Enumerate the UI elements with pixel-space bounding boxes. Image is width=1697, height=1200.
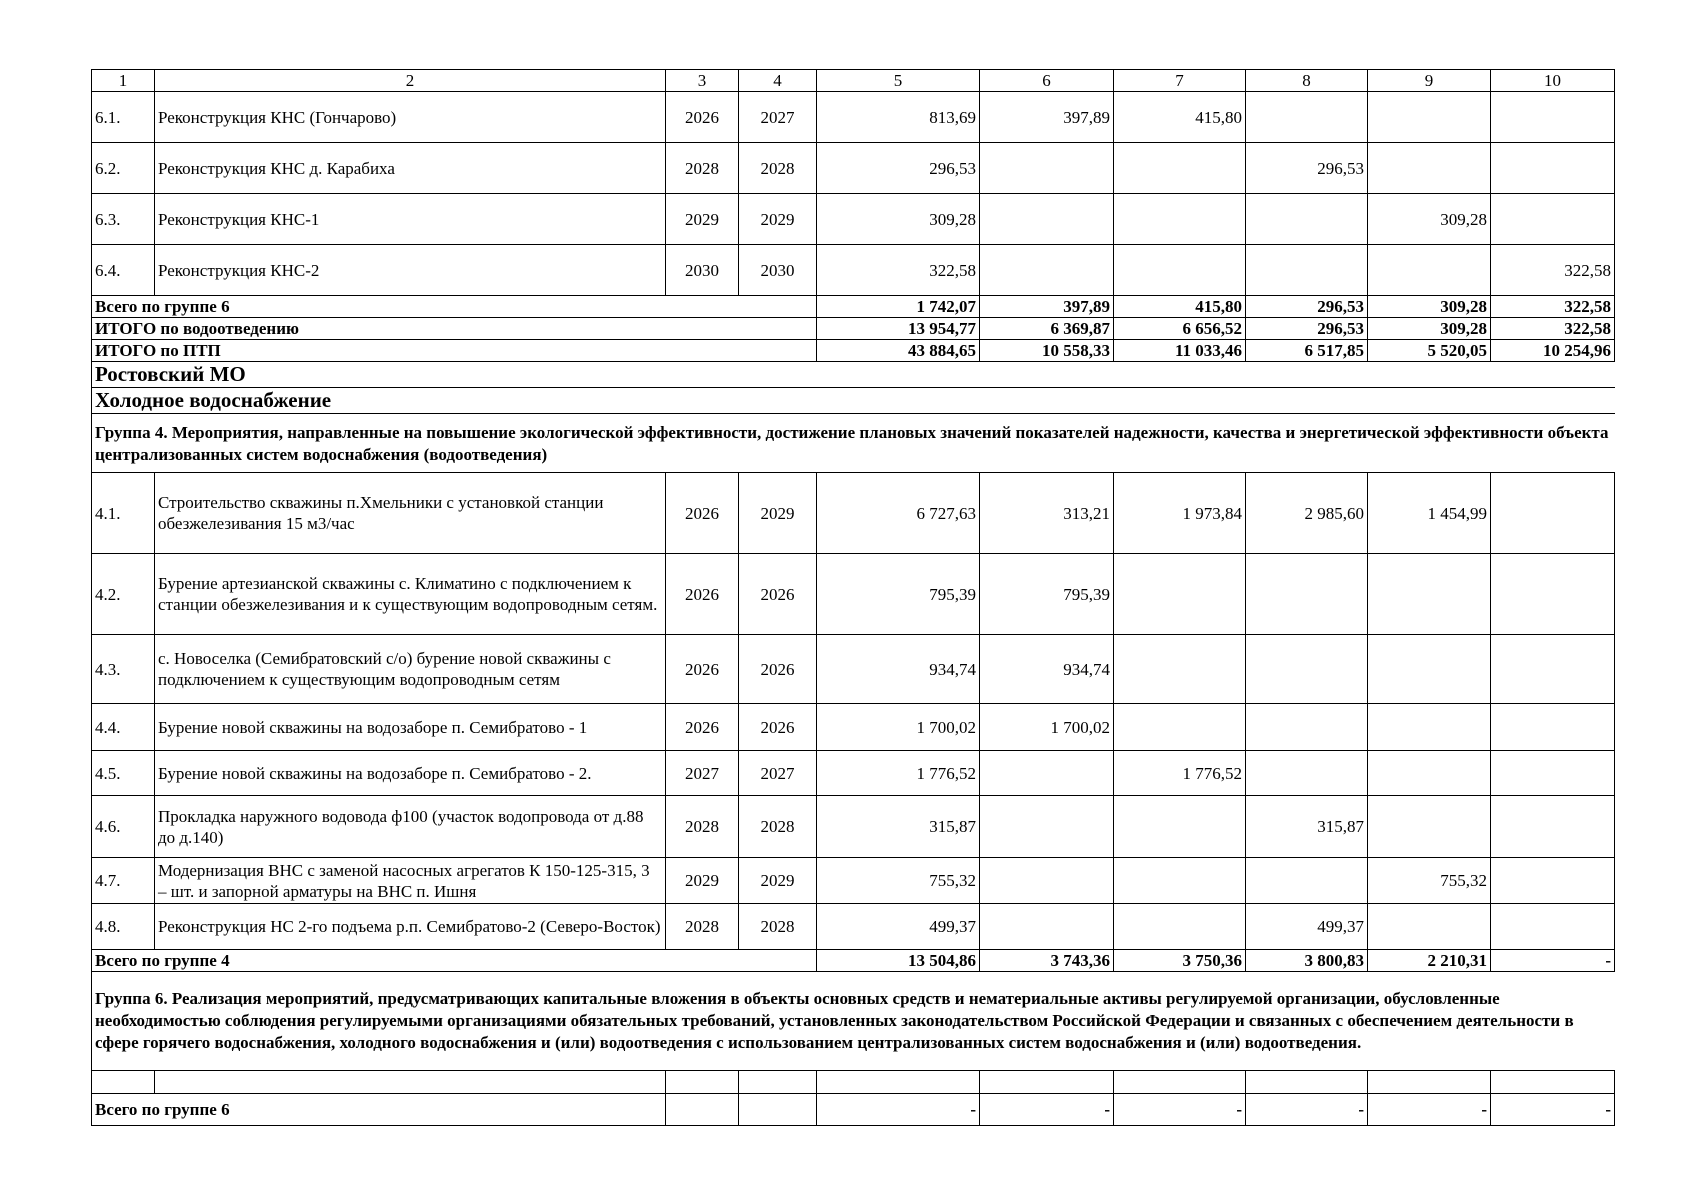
item-2028 (1246, 704, 1368, 751)
empty-cell (1368, 1071, 1491, 1094)
item-total: 1 776,52 (817, 751, 980, 796)
total-2028: - (1246, 1094, 1368, 1126)
item-2027 (1114, 704, 1246, 751)
total-row (92, 318, 1615, 340)
table-row (92, 473, 1615, 554)
total-label: Всего по группе 6 (92, 1094, 666, 1126)
empty-cell (1491, 1071, 1615, 1094)
total-2027: 6 656,52 (1114, 318, 1246, 340)
item-2030 (1491, 194, 1615, 245)
total-2028: 296,53 (1246, 318, 1368, 340)
table-row (92, 704, 1615, 751)
item-2028: 499,37 (1246, 904, 1368, 950)
total-row (92, 950, 1615, 972)
item-2027: 415,80 (1114, 92, 1246, 143)
item-2029 (1368, 245, 1491, 296)
item-2027 (1114, 143, 1246, 194)
group-title: Группа 4. Мероприятия, направленные на повышение экологической эффективности, достижение плановых значений показателей надежности, качества и энергетической эффективности объекта централизованных систем водоснабжения (водоотведения) (92, 414, 1615, 473)
item-2030 (1491, 473, 1615, 554)
item-2030 (1491, 635, 1615, 704)
item-name: Бурение новой скважины на водозаборе п. Семибратово - 1 (155, 704, 666, 751)
total-2026: 3 743,36 (980, 950, 1114, 972)
column-number: 2 (155, 70, 666, 92)
total-2026: 6 369,87 (980, 318, 1114, 340)
item-2026 (980, 245, 1114, 296)
table-row (92, 143, 1615, 194)
item-number: 4.2. (92, 554, 155, 635)
item-2027 (1114, 796, 1246, 858)
empty-cell (739, 1071, 817, 1094)
table-row (92, 796, 1615, 858)
total-2029: 5 520,05 (1368, 340, 1491, 362)
item-2029 (1368, 904, 1491, 950)
column-number: 4 (739, 70, 817, 92)
total-2026: 397,89 (980, 296, 1114, 318)
item-end-year: 2028 (739, 143, 817, 194)
total-label: ИТОГО по ПТП (92, 340, 817, 362)
item-total: 315,87 (817, 796, 980, 858)
item-2030 (1491, 704, 1615, 751)
item-total: 1 700,02 (817, 704, 980, 751)
item-2028 (1246, 194, 1368, 245)
empty-row (92, 1071, 1615, 1094)
item-start-year: 2026 (666, 473, 739, 554)
total-label: ИТОГО по водоотведению (92, 318, 817, 340)
item-2027 (1114, 904, 1246, 950)
item-start-year: 2028 (666, 143, 739, 194)
item-end-year: 2029 (739, 858, 817, 904)
item-2026 (980, 143, 1114, 194)
total-label: Всего по группе 6 (92, 296, 817, 318)
item-end-year: 2026 (739, 704, 817, 751)
item-number: 4.1. (92, 473, 155, 554)
empty-cell (666, 1071, 739, 1094)
item-number: 4.8. (92, 904, 155, 950)
item-end-year: 2026 (739, 635, 817, 704)
item-2028: 296,53 (1246, 143, 1368, 194)
item-number: 4.7. (92, 858, 155, 904)
item-2030 (1491, 858, 1615, 904)
total-value: 13 504,86 (817, 950, 980, 972)
table-row (92, 751, 1615, 796)
item-number: 4.3. (92, 635, 155, 704)
empty-cell (1114, 1071, 1246, 1094)
item-2026 (980, 796, 1114, 858)
item-2026 (980, 904, 1114, 950)
item-name: Прокладка наружного водовода ф100 (участок водопровода от д.88 до д.140) (155, 796, 666, 858)
table-row (92, 554, 1615, 635)
total-2030: - (1491, 1094, 1615, 1126)
item-start-year: 2029 (666, 858, 739, 904)
item-2026: 795,39 (980, 554, 1114, 635)
column-number: 7 (1114, 70, 1246, 92)
group-heading-row (92, 414, 1615, 473)
column-number: 9 (1368, 70, 1491, 92)
item-2030 (1491, 554, 1615, 635)
item-start-year: 2029 (666, 194, 739, 245)
item-2028: 2 985,60 (1246, 473, 1368, 554)
total-2028: 3 800,83 (1246, 950, 1368, 972)
total-2027: 3 750,36 (1114, 950, 1246, 972)
item-2029: 1 454,99 (1368, 473, 1491, 554)
item-2029 (1368, 796, 1491, 858)
item-2026: 934,74 (980, 635, 1114, 704)
item-total: 813,69 (817, 92, 980, 143)
section-title: Ростовский МО (92, 362, 1615, 388)
item-end-year: 2029 (739, 194, 817, 245)
item-2030 (1491, 143, 1615, 194)
empty-cell (980, 1071, 1114, 1094)
empty-cell (92, 1071, 155, 1094)
item-name: Реконструкция КНС-2 (155, 245, 666, 296)
total-row (92, 340, 1615, 362)
item-2026: 1 700,02 (980, 704, 1114, 751)
item-2027: 1 973,84 (1114, 473, 1246, 554)
empty-cell (1246, 1071, 1368, 1094)
item-number: 4.6. (92, 796, 155, 858)
item-2028 (1246, 92, 1368, 143)
item-2026: 313,21 (980, 473, 1114, 554)
item-2028 (1246, 635, 1368, 704)
item-name: Бурение новой скважины на водозаборе п. Семибратово - 2. (155, 751, 666, 796)
item-name: Реконструкция КНС д. Карабиха (155, 143, 666, 194)
item-total: 934,74 (817, 635, 980, 704)
table-row (92, 194, 1615, 245)
item-2029: 309,28 (1368, 194, 1491, 245)
total-2029: 2 210,31 (1368, 950, 1491, 972)
item-start-year: 2028 (666, 904, 739, 950)
item-total: 322,58 (817, 245, 980, 296)
item-2027 (1114, 554, 1246, 635)
total-row (92, 296, 1615, 318)
item-number: 6.1. (92, 92, 155, 143)
item-2029 (1368, 704, 1491, 751)
item-2026 (980, 751, 1114, 796)
total-2029: 309,28 (1368, 296, 1491, 318)
item-2028 (1246, 858, 1368, 904)
item-total: 795,39 (817, 554, 980, 635)
section-heading-row (92, 362, 1615, 388)
item-number: 4.4. (92, 704, 155, 751)
group-heading-row (92, 972, 1615, 1071)
total-row (92, 1094, 1615, 1126)
item-end-year: 2027 (739, 92, 817, 143)
item-name: Бурение артезианской скважины с. Климатино с подключением к станции обезжелезивания и к существующим водопроводным сетям. (155, 554, 666, 635)
column-number: 5 (817, 70, 980, 92)
total-2027: 415,80 (1114, 296, 1246, 318)
item-2027: 1 776,52 (1114, 751, 1246, 796)
column-number: 8 (1246, 70, 1368, 92)
item-2029 (1368, 92, 1491, 143)
group-title: Группа 6. Реализация мероприятий, предусматривающих капитальные вложения в объекты основных средств и нематериальные активы регулируемой организации, обусловленные необходимостью соблюдения регулируемыми организациями обязательных требований, установленных законодательством Российской Федерации и связанных с обеспечением деятельности в сфере горячего водоснабжения, холодного водоснабжения и (или) водоотведения с использованием централизованных систем водоснабжения и (или) водоотведения. (92, 972, 1615, 1071)
column-number: 6 (980, 70, 1114, 92)
item-2030 (1491, 904, 1615, 950)
item-total: 309,28 (817, 194, 980, 245)
table-row (92, 635, 1615, 704)
item-2026: 397,89 (980, 92, 1114, 143)
item-start-year: 2027 (666, 751, 739, 796)
item-2028 (1246, 245, 1368, 296)
total-value: - (817, 1094, 980, 1126)
total-label: Всего по группе 4 (92, 950, 817, 972)
table-row (92, 858, 1615, 904)
item-number: 4.5. (92, 751, 155, 796)
item-total: 6 727,63 (817, 473, 980, 554)
column-number-row (92, 70, 1615, 92)
item-2030 (1491, 796, 1615, 858)
total-2029: 309,28 (1368, 318, 1491, 340)
total-2028: 6 517,85 (1246, 340, 1368, 362)
total-2027: - (1114, 1094, 1246, 1126)
item-end-year: 2028 (739, 904, 817, 950)
total-2030: 322,58 (1491, 318, 1615, 340)
item-start-year: 2026 (666, 92, 739, 143)
item-name: Модернизация ВНС с заменой насосных агрегатов К 150-125-315, 3 – шт. и запорной арматуры на ВНС п. Ишня (155, 858, 666, 904)
total-2027: 11 033,46 (1114, 340, 1246, 362)
empty-cell (817, 1071, 980, 1094)
item-number: 6.3. (92, 194, 155, 245)
item-number: 6.4. (92, 245, 155, 296)
item-total: 755,32 (817, 858, 980, 904)
empty-cell (155, 1071, 666, 1094)
column-number: 3 (666, 70, 739, 92)
item-2029 (1368, 635, 1491, 704)
item-start-year: 2026 (666, 635, 739, 704)
item-start-year: 2026 (666, 554, 739, 635)
item-2030 (1491, 751, 1615, 796)
item-2030 (1491, 92, 1615, 143)
item-start-year: 2026 (666, 704, 739, 751)
item-2026 (980, 194, 1114, 245)
empty-cell (666, 1094, 739, 1126)
table-row (92, 904, 1615, 950)
item-2029 (1368, 143, 1491, 194)
total-value: 43 884,65 (817, 340, 980, 362)
item-start-year: 2028 (666, 796, 739, 858)
item-total: 499,37 (817, 904, 980, 950)
item-2027 (1114, 858, 1246, 904)
item-total: 296,53 (817, 143, 980, 194)
item-2029 (1368, 554, 1491, 635)
item-2028 (1246, 554, 1368, 635)
item-end-year: 2028 (739, 796, 817, 858)
investment-program-table (91, 69, 1615, 1126)
column-number: 10 (1491, 70, 1615, 92)
item-name: с. Новоселка (Семибратовский с/о) бурение новой скважины с подключением к существующим водопроводным сетям (155, 635, 666, 704)
table-row (92, 92, 1615, 143)
total-2028: 296,53 (1246, 296, 1368, 318)
total-value: 1 742,07 (817, 296, 980, 318)
total-value: 13 954,77 (817, 318, 980, 340)
item-end-year: 2030 (739, 245, 817, 296)
item-end-year: 2027 (739, 751, 817, 796)
item-name: Реконструкция КНС (Гончарово) (155, 92, 666, 143)
item-name: Реконструкция НС 2-го подъема р.п. Семибратово-2 (Северо-Восток) (155, 904, 666, 950)
item-2027 (1114, 194, 1246, 245)
column-number: 1 (92, 70, 155, 92)
item-2028 (1246, 751, 1368, 796)
item-2027 (1114, 635, 1246, 704)
total-2026: - (980, 1094, 1114, 1126)
total-2030: 322,58 (1491, 296, 1615, 318)
item-number: 6.2. (92, 143, 155, 194)
item-name: Строительство скважины п.Хмельники с установкой станции обезжелезивания 15 м3/час (155, 473, 666, 554)
total-2026: 10 558,33 (980, 340, 1114, 362)
item-2030: 322,58 (1491, 245, 1615, 296)
total-2030: 10 254,96 (1491, 340, 1615, 362)
item-2026 (980, 858, 1114, 904)
empty-cell (739, 1094, 817, 1126)
item-name: Реконструкция КНС-1 (155, 194, 666, 245)
item-end-year: 2029 (739, 473, 817, 554)
total-2030: - (1491, 950, 1615, 972)
item-2028: 315,87 (1246, 796, 1368, 858)
total-2029: - (1368, 1094, 1491, 1126)
item-2029: 755,32 (1368, 858, 1491, 904)
item-2027 (1114, 245, 1246, 296)
item-2029 (1368, 751, 1491, 796)
item-start-year: 2030 (666, 245, 739, 296)
table-row (92, 245, 1615, 296)
subsection-heading-row (92, 388, 1615, 414)
subsection-title: Холодное водоснабжение (92, 388, 1615, 414)
item-end-year: 2026 (739, 554, 817, 635)
